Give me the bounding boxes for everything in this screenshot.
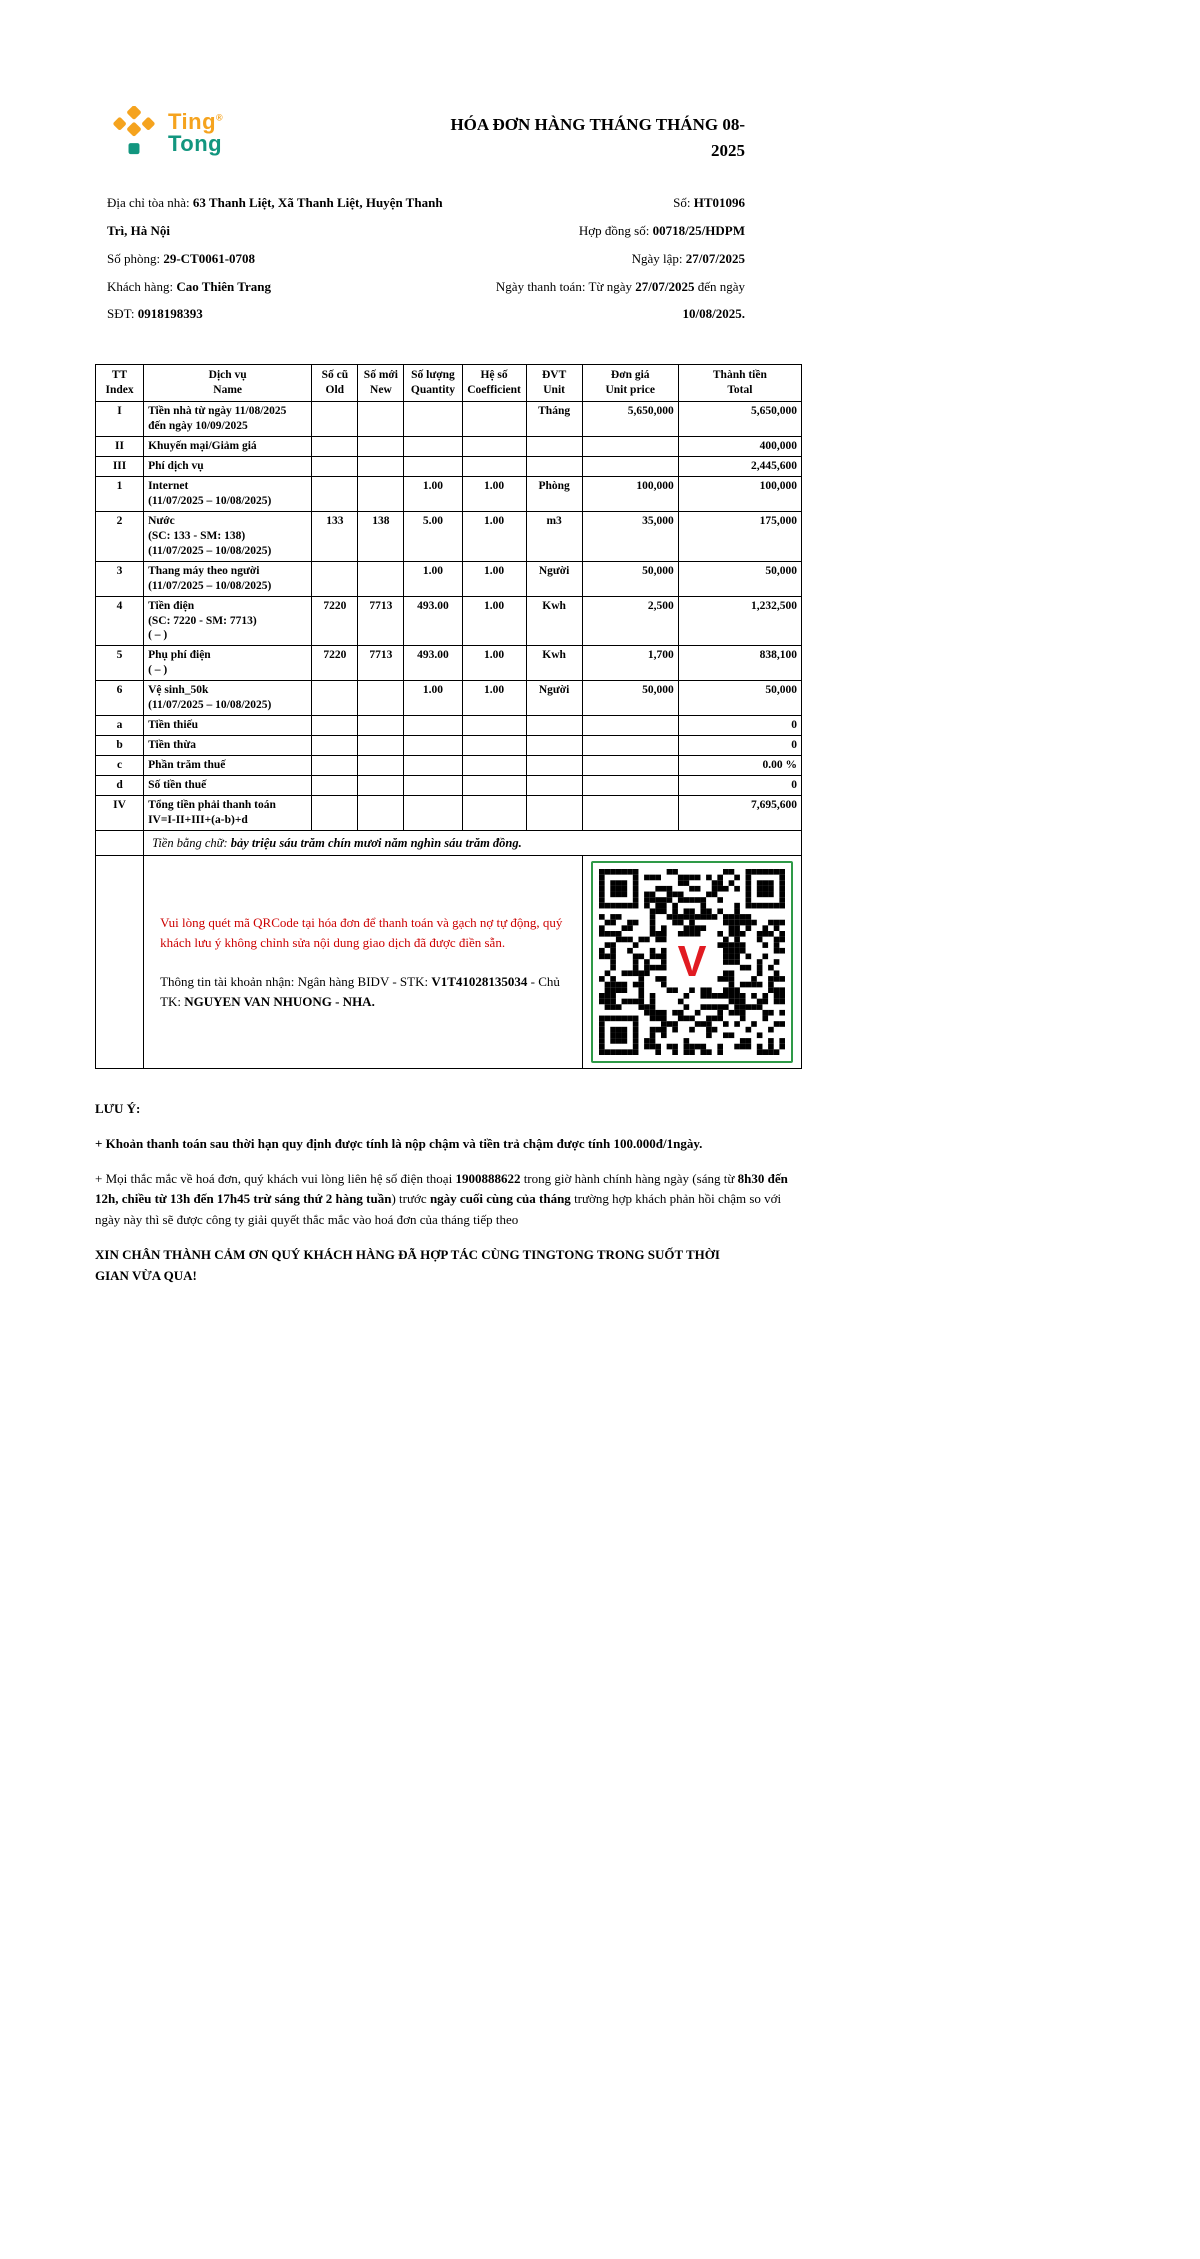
cell-unit: m3 [526, 511, 582, 561]
cell-unit-price [582, 437, 678, 457]
cell-total: 1,232,500 [678, 596, 801, 646]
cell-quantity [404, 457, 462, 477]
cell-total: 400,000 [678, 437, 801, 457]
cell-old [312, 795, 358, 830]
cell-old [312, 736, 358, 756]
cell-unit-price: 1,700 [582, 646, 678, 681]
cell-coefficient [462, 457, 526, 477]
cell-quantity [404, 736, 462, 756]
cell-unit-price: 100,000 [582, 477, 678, 512]
invoice-header [107, 106, 802, 165]
invoice-footer [95, 1099, 802, 1287]
cell-quantity [404, 716, 462, 736]
qr-code-svg [599, 869, 785, 1055]
cell-unit [526, 756, 582, 776]
cell-quantity [404, 795, 462, 830]
cell-old [312, 561, 358, 596]
invoice-number: Số: HT01096 [673, 194, 745, 210]
cell-unit [526, 775, 582, 795]
logo-word-tong: Tong [168, 131, 223, 156]
customer-name: Khách hàng: Cao Thiên Trang [107, 278, 271, 294]
payment-instructions [144, 856, 583, 1069]
cell-new [358, 756, 404, 776]
empty-index-cell [96, 856, 144, 1069]
cell-old [312, 716, 358, 736]
cell-unit-price: 35,000 [582, 511, 678, 561]
cell-coefficient: 1.00 [462, 561, 526, 596]
cell-new [358, 795, 404, 830]
cell-service-name: Tiền nhà từ ngày 11/08/2025 đến ngày 10/09/2025 [144, 402, 312, 437]
service-row [96, 775, 802, 795]
cell-old [312, 775, 358, 795]
tingtong-logo-text [168, 108, 224, 156]
cell-unit [526, 457, 582, 477]
cell-unit-price [582, 756, 678, 776]
cell-service-name: Phí dịch vụ [144, 457, 312, 477]
hotline-note: + Mọi thắc mắc về hoá đơn, quý khách vui lòng liên hệ số điện thoại 1900888622 trong giờ hành chính hàng ngày (sáng từ 8h30 đến 12h, chiều từ 13h đến 17h45 trừ sáng thứ 2 hàng tuần) trước ngày cuối cùng của tháng trường hợp khách phản hồi chậm so với ngày này thì sẽ được công ty giải quyết thắc mắc vào hoá đơn của tháng tiếp theo [95, 1170, 788, 1228]
cell-coefficient: 1.00 [462, 646, 526, 681]
late-payment-note: + Khoản thanh toán sau thời hạn quy định được tính là nộp chậm và tiền trả chậm được tính 100.000đ/1ngày. [95, 1135, 703, 1151]
cell-old [312, 437, 358, 457]
cell-old: 7220 [312, 596, 358, 646]
cell-unit [526, 795, 582, 830]
service-row [96, 437, 802, 457]
cell-old [312, 477, 358, 512]
cell-unit-price [582, 716, 678, 736]
cell-new [358, 402, 404, 437]
cell-total: 50,000 [678, 681, 801, 716]
cell-service-name: Tiền điện (SC: 7220 - SM: 7713) ( – ) [144, 596, 312, 646]
cell-total: 7,695,600 [678, 795, 801, 830]
cell-unit: Tháng [526, 402, 582, 437]
cell-index: 2 [96, 511, 144, 561]
invoice-title: HÓA ĐƠN HÀNG THÁNG THÁNG 08-2025 [450, 115, 745, 161]
customer-phone: SĐT: 0918198393 [107, 306, 203, 322]
cell-old: 133 [312, 511, 358, 561]
cell-new [358, 775, 404, 795]
cell-index: I [96, 402, 144, 437]
cell-index: 3 [96, 561, 144, 596]
cell-new [358, 681, 404, 716]
qr-row [96, 856, 802, 1069]
contract-number: Hợp đồng số: 00718/25/HDPM [578, 222, 745, 238]
cell-unit: Người [526, 561, 582, 596]
service-row [96, 736, 802, 756]
cell-total: 0 [678, 736, 801, 756]
qr-scan-note: Vui lòng quét mã QRCode tại hóa đơn để thanh toán và gạch nợ tự động, quý khách lưu ý không chỉnh sửa nội dung giao dịch đã được điền sẵn. [160, 915, 563, 950]
col-header-unit-price: Đơn giá Unit price [582, 365, 678, 402]
cell-unit: Người [526, 681, 582, 716]
registered-mark: ® [216, 112, 224, 123]
issue-date: Ngày lập: 27/07/2025 [631, 250, 745, 266]
service-row [96, 646, 802, 681]
cell-service-name: Phần trăm thuế [144, 756, 312, 776]
service-row [96, 795, 802, 830]
building-address: Địa chỉ tòa nhà: 63 Thanh Liệt, Xã Thanh Liệt, Huyện Thanh Trì, Hà Nội [107, 194, 443, 238]
cell-index: d [96, 775, 144, 795]
cell-total: 2,445,600 [678, 457, 801, 477]
cell-old: 7220 [312, 646, 358, 681]
cell-old [312, 681, 358, 716]
thank-you-note: XIN CHÂN THÀNH CẢM ƠN QUÝ KHÁCH HÀNG ĐÃ HỢP TÁC CÙNG TINGTONG TRONG SUỐT THỜI GIAN VỪA QUA! [95, 1246, 720, 1283]
invoice-meta [465, 189, 745, 329]
cell-unit-price [582, 736, 678, 756]
bank-account-info: Thông tin tài khoản nhận: Ngân hàng BIDV - STK: V1T41028135034 - Chủ TK: NGUYEN VAN NHUONG - NHA. [160, 974, 560, 1009]
cell-index: 4 [96, 596, 144, 646]
invoice-table [95, 364, 802, 1069]
cell-total: 0 [678, 716, 801, 736]
cell-service-name: Internet (11/07/2025 – 10/08/2025) [144, 477, 312, 512]
cell-new [358, 437, 404, 457]
cell-quantity [404, 437, 462, 457]
cell-new [358, 477, 404, 512]
cell-coefficient [462, 402, 526, 437]
cell-unit: Kwh [526, 646, 582, 681]
qr-code [591, 861, 793, 1063]
cell-service-name: Tiền thừa [144, 736, 312, 756]
cell-coefficient [462, 736, 526, 756]
cell-index: 6 [96, 681, 144, 716]
service-row [96, 457, 802, 477]
cell-service-name: Số tiền thuế [144, 775, 312, 795]
cell-old [312, 457, 358, 477]
col-header-quantity: Số lượng Quantity [404, 365, 462, 402]
cell-index: II [96, 437, 144, 457]
cell-quantity: 1.00 [404, 561, 462, 596]
service-row [96, 477, 802, 512]
cell-new: 7713 [358, 646, 404, 681]
payment-period: Ngày thanh toán: Từ ngày 27/07/2025 đến ngày 10/08/2025. [495, 278, 745, 322]
cell-coefficient: 1.00 [462, 477, 526, 512]
customer-info [107, 189, 465, 329]
cell-service-name: Tiền thiếu [144, 716, 312, 736]
cell-total: 50,000 [678, 561, 801, 596]
notes-heading: LƯU Ý: [95, 1101, 141, 1116]
cell-coefficient [462, 795, 526, 830]
cell-service-name: Khuyến mại/Giảm giá [144, 437, 312, 457]
tingtong-logo [107, 106, 223, 160]
cell-new [358, 736, 404, 756]
cell-coefficient [462, 716, 526, 736]
service-row [96, 716, 802, 736]
invoice-info [107, 189, 802, 329]
cell-service-name: Tổng tiền phải thanh toán IV=I-II+III+(a-b)+d [144, 795, 312, 830]
svg-text:V: V [677, 938, 707, 987]
cell-service-name: Phụ phí điện ( – ) [144, 646, 312, 681]
cell-coefficient [462, 775, 526, 795]
cell-unit: Kwh [526, 596, 582, 646]
cell-coefficient [462, 756, 526, 776]
cell-index: a [96, 716, 144, 736]
cell-quantity: 1.00 [404, 681, 462, 716]
room-number: Số phòng: 29-CT0061-0708 [107, 250, 256, 266]
service-row [96, 561, 802, 596]
qr-code-cell [582, 856, 801, 1069]
cell-unit-price: 2,500 [582, 596, 678, 646]
cell-index: IV [96, 795, 144, 830]
cell-service-name: Thang máy theo người (11/07/2025 – 10/08/2025) [144, 561, 312, 596]
cell-coefficient: 1.00 [462, 681, 526, 716]
cell-unit-price: 50,000 [582, 561, 678, 596]
cell-new: 138 [358, 511, 404, 561]
cell-coefficient [462, 437, 526, 457]
cell-new [358, 716, 404, 736]
cell-unit-price: 50,000 [582, 681, 678, 716]
service-row [96, 681, 802, 716]
table-header-row [96, 365, 802, 402]
invoice-page [95, 106, 802, 1287]
invoice-table-footer [96, 830, 802, 1068]
cell-unit [526, 437, 582, 457]
service-row [96, 402, 802, 437]
cell-index: c [96, 756, 144, 776]
col-header-unit: ĐVT Unit [526, 365, 582, 402]
col-header-new: Số mới New [358, 365, 404, 402]
cell-quantity: 493.00 [404, 646, 462, 681]
col-header-index: TT Index [96, 365, 144, 402]
logo-word-ting: Ting® [168, 108, 224, 134]
cell-unit [526, 736, 582, 756]
cell-index: 5 [96, 646, 144, 681]
amount-in-words: Tiền bằng chữ: bảy triệu sáu trăm chín mươi năm nghìn sáu trăm đồng. [144, 830, 802, 855]
cell-quantity: 493.00 [404, 596, 462, 646]
cell-quantity: 1.00 [404, 477, 462, 512]
cell-total: 5,650,000 [678, 402, 801, 437]
cell-unit-price [582, 795, 678, 830]
cell-total: 100,000 [678, 477, 801, 512]
service-row [96, 756, 802, 776]
col-header-old: Số cũ Old [312, 365, 358, 402]
cell-unit [526, 716, 582, 736]
cell-unit: Phòng [526, 477, 582, 512]
col-header-service: Dịch vụ Name [144, 365, 312, 402]
cell-new [358, 561, 404, 596]
cell-old [312, 402, 358, 437]
cell-total: 838,100 [678, 646, 801, 681]
col-header-coefficient: Hệ số Coefficient [462, 365, 526, 402]
cell-index: 1 [96, 477, 144, 512]
cell-quantity [404, 756, 462, 776]
cell-index: III [96, 457, 144, 477]
cell-old [312, 756, 358, 776]
cell-quantity [404, 402, 462, 437]
empty-index-cell [96, 830, 144, 855]
cell-new: 7713 [358, 596, 404, 646]
cell-new [358, 457, 404, 477]
cell-unit-price [582, 775, 678, 795]
amount-in-words-row [96, 830, 802, 855]
cell-total: 175,000 [678, 511, 801, 561]
cell-service-name: Vệ sinh_50k (11/07/2025 – 10/08/2025) [144, 681, 312, 716]
cell-unit-price: 5,650,000 [582, 402, 678, 437]
cell-quantity [404, 775, 462, 795]
cell-unit-price [582, 457, 678, 477]
col-header-total: Thành tiền Total [678, 365, 801, 402]
cell-coefficient: 1.00 [462, 596, 526, 646]
cell-coefficient: 1.00 [462, 511, 526, 561]
cell-total: 0 [678, 775, 801, 795]
service-row [96, 596, 802, 646]
cell-quantity: 5.00 [404, 511, 462, 561]
cell-total: 0.00 % [678, 756, 801, 776]
cell-index: b [96, 736, 144, 756]
service-row [96, 511, 802, 561]
tingtong-logo-icon [107, 106, 161, 160]
cell-service-name: Nước (SC: 133 - SM: 138) (11/07/2025 – 10/08/2025) [144, 511, 312, 561]
invoice-table-body [96, 402, 802, 831]
